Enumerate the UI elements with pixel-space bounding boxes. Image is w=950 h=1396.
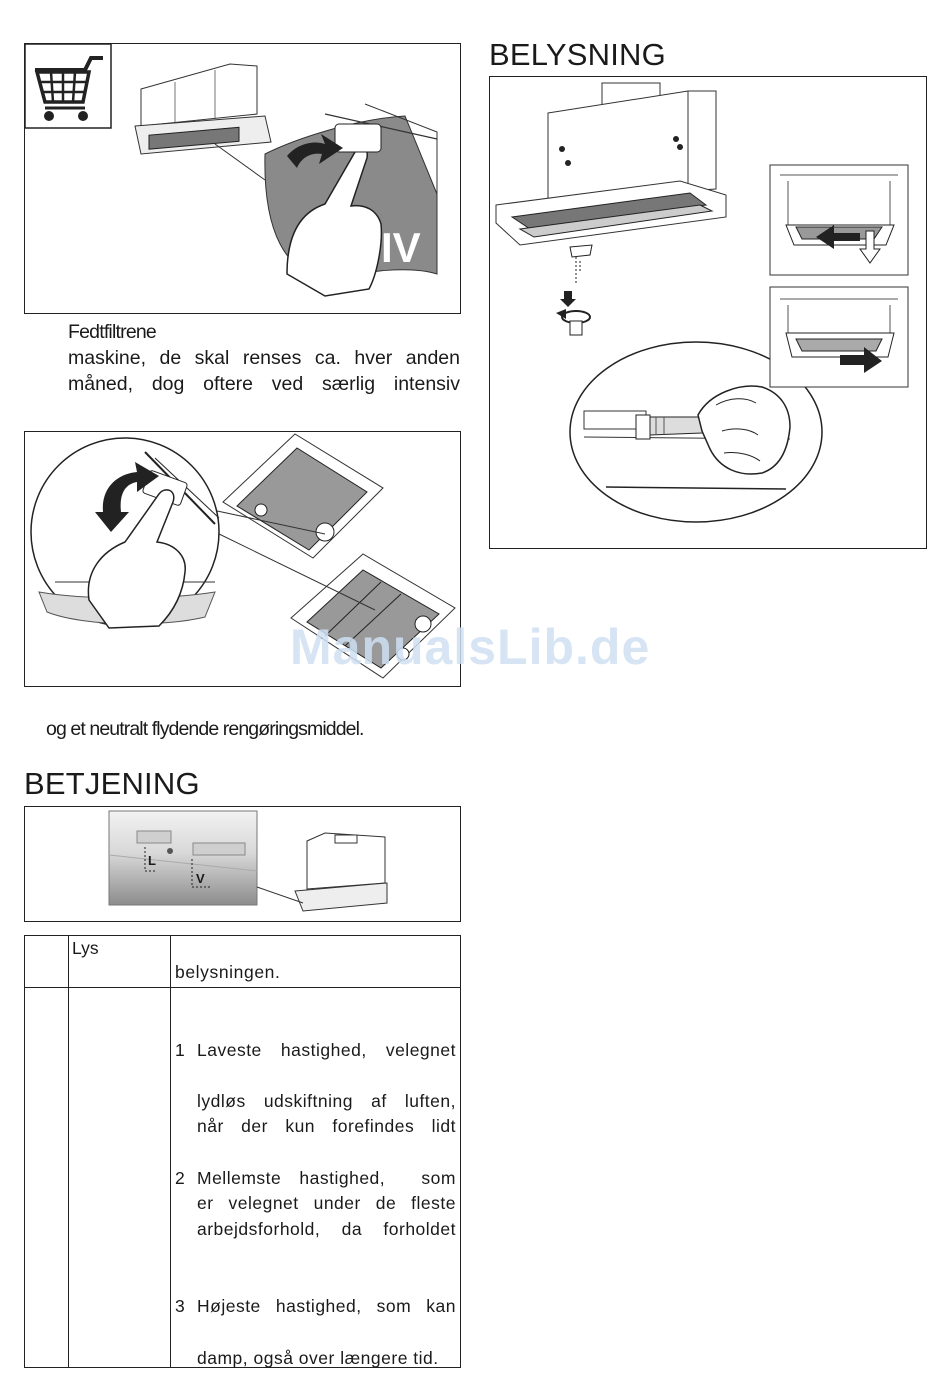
speed2-number: 2 [175, 1168, 186, 1188]
control-panel-figure [24, 806, 461, 922]
speed1-number: 1 [175, 1040, 186, 1060]
speed1-line1: Laveste hastighed, velegnet [197, 1040, 456, 1060]
filter-text-line2: maskine, de skal renses ca. hver anden [68, 347, 460, 369]
speed2-line2: er velegnet under de fleste [197, 1193, 456, 1213]
belysning-heading: BELYSNING [489, 37, 666, 72]
filter-text-line3: måned, dog oftere ved særlig intensiv [68, 373, 460, 395]
operation-table [24, 935, 461, 1368]
speed1-line2: lydløs udskiftning af luften, [197, 1091, 456, 1111]
filter-text-line1: Fedtfiltrene [68, 321, 156, 343]
speed3-number: 3 [175, 1296, 186, 1316]
fan-label: V [196, 871, 205, 886]
speed1-line3: når der kun forefindes lidt [197, 1116, 456, 1136]
speed3-line2: damp, også over længere tid. [197, 1348, 439, 1368]
shopping-cart-icon [25, 44, 111, 128]
betjening-heading: BETJENING [24, 766, 200, 801]
lighting-figure [489, 76, 927, 549]
table-row [25, 936, 461, 988]
light-label: L [148, 853, 156, 868]
svg-text:IV: IV [381, 224, 421, 271]
watermark: ManualsLib.de [290, 619, 651, 675]
filter-removal-figure [24, 43, 461, 314]
speed3-line1: Højeste hastighed, som kan [197, 1296, 456, 1316]
speed2-line1: Mellemste hastighed, som [197, 1168, 456, 1188]
speed2-line3: arbejdsforhold, da forholdet [197, 1219, 456, 1239]
light-row-name: Lys [72, 938, 99, 958]
rotate-arrow-icon [556, 309, 590, 335]
light-row-desc: belysningen. [175, 962, 281, 982]
table-row [25, 988, 461, 1368]
cleaning-text: og et neutralt flydende rengøringsmiddel. [46, 718, 364, 740]
